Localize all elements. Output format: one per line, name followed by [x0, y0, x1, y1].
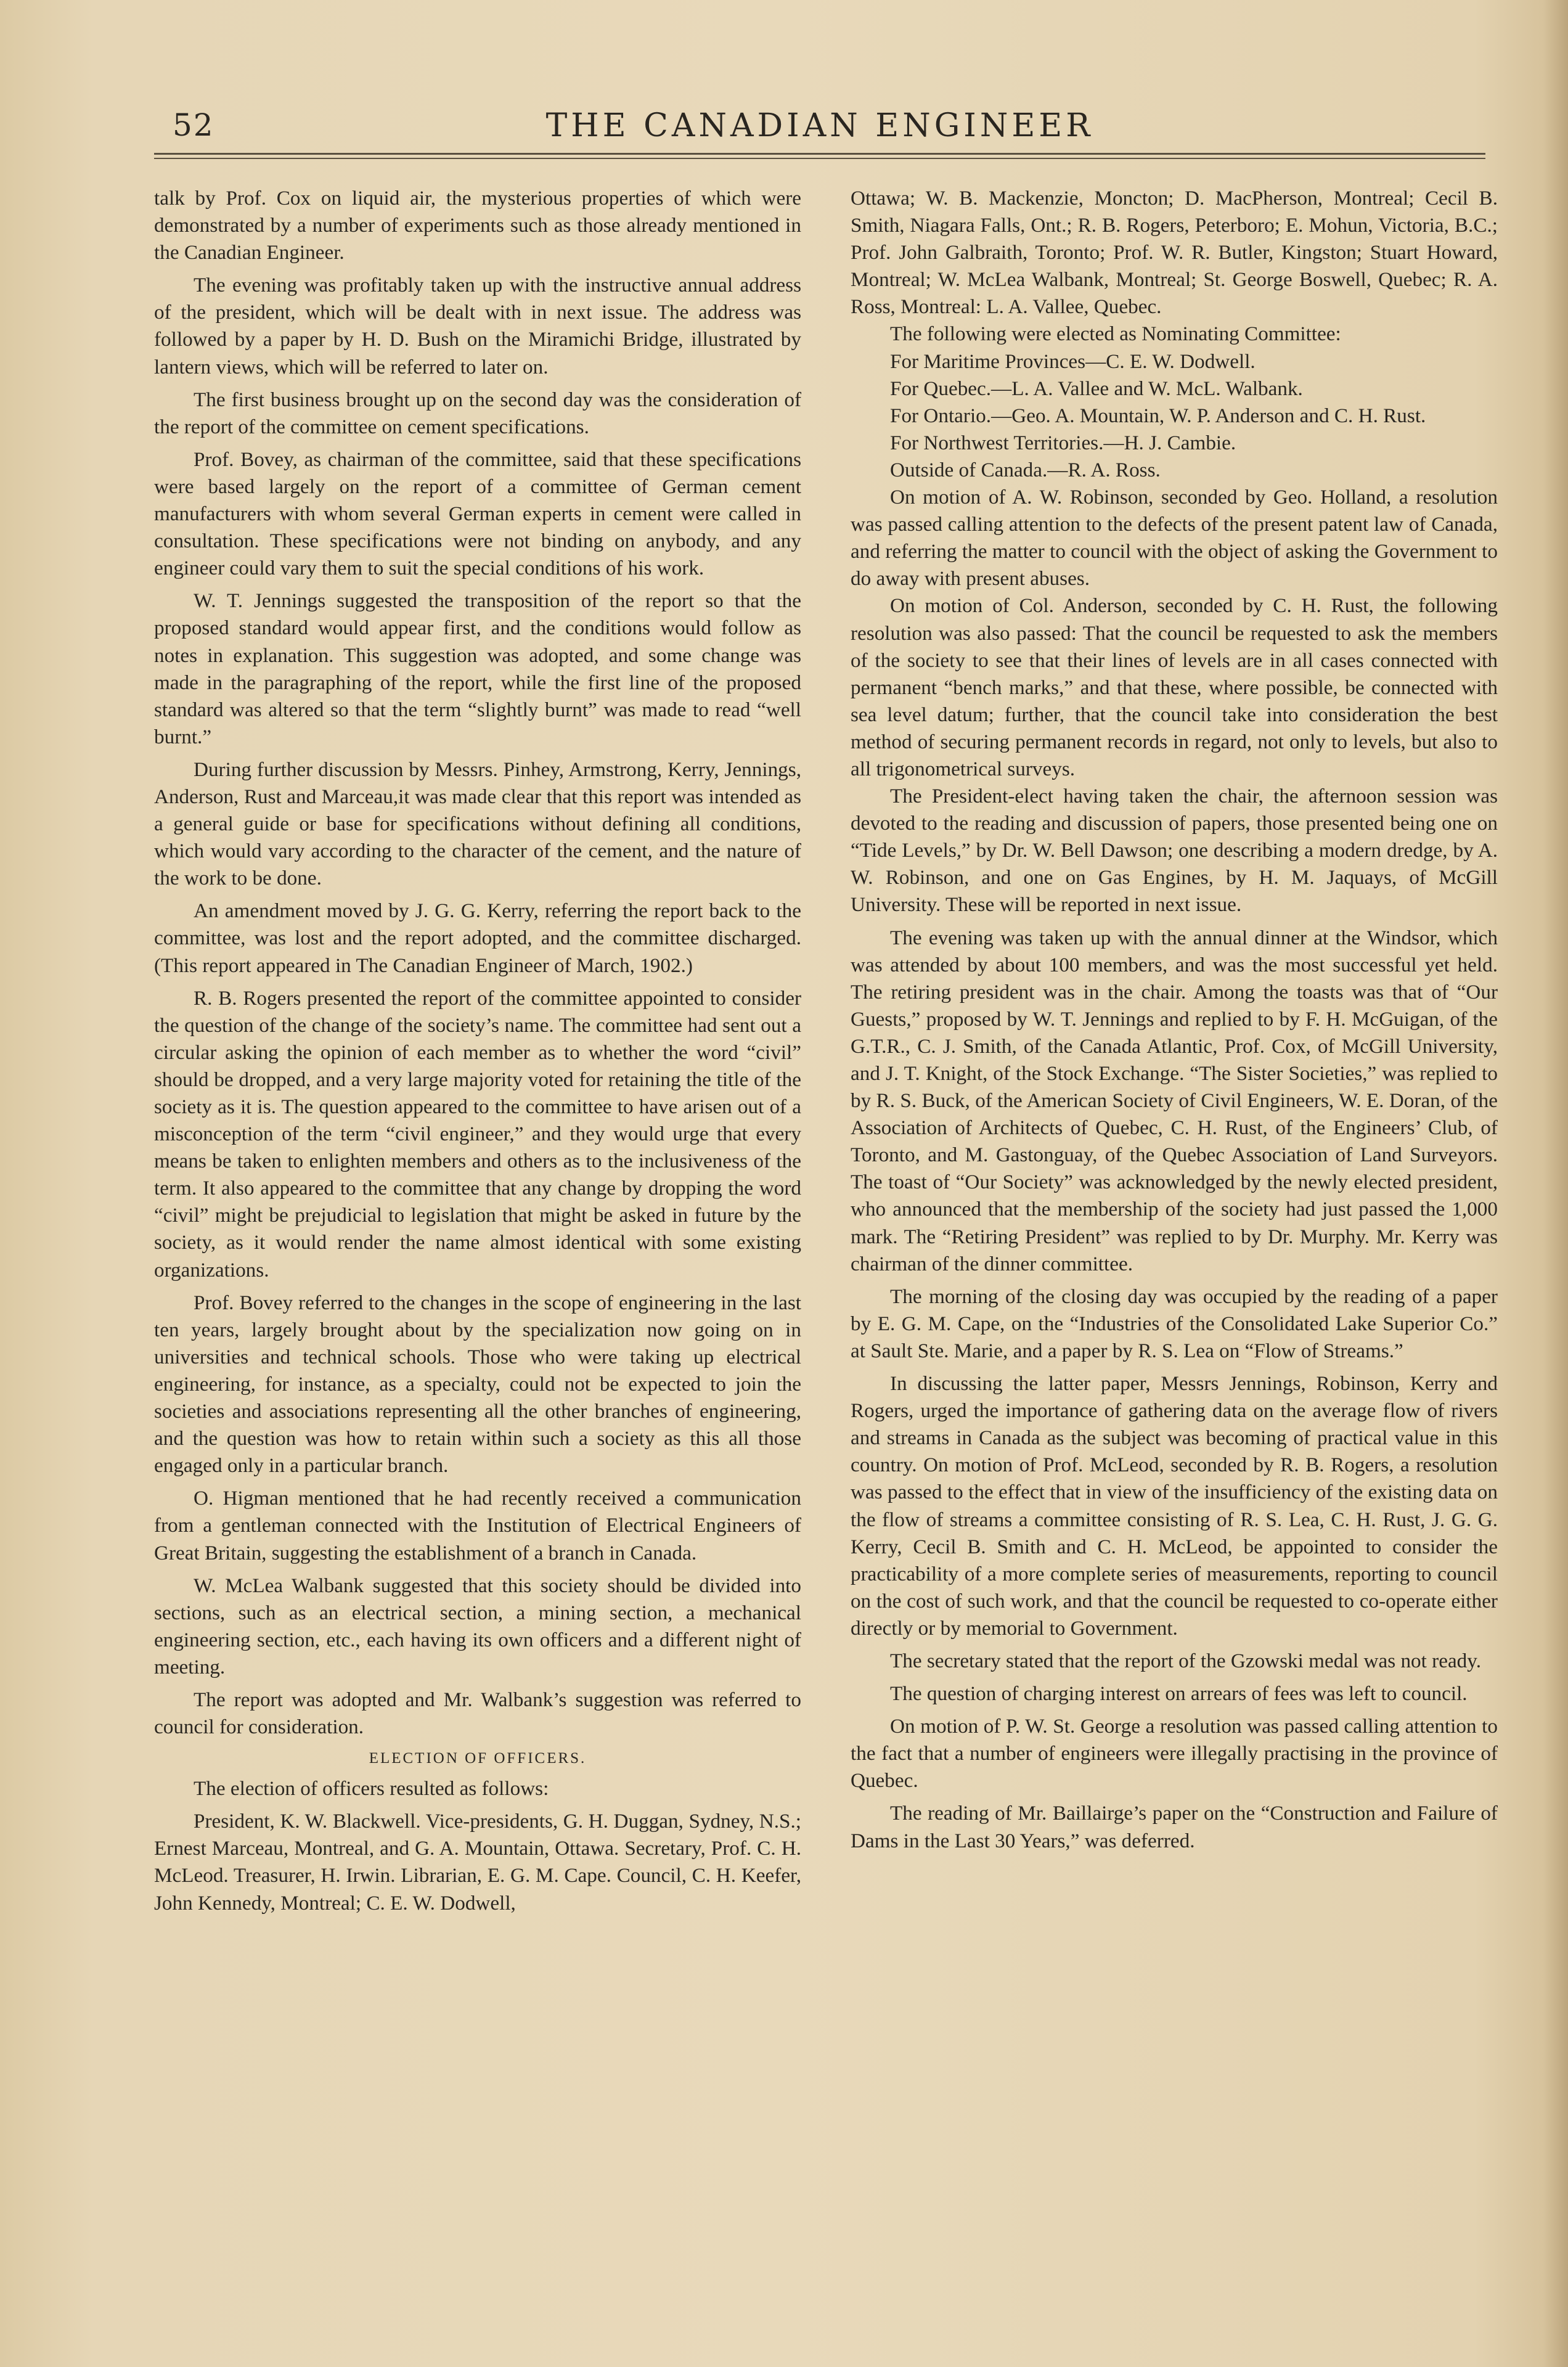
committee-entry: For Maritime Provinces—C. E. W. Dodwell. — [890, 350, 1256, 373]
paragraph: The following were elected as Nominating Committee: — [890, 322, 1341, 346]
section-heading: ELECTION OF OFFICERS. — [369, 1750, 587, 1767]
paragraph: The question of charging interest on arrears of fees was left to council. — [890, 1682, 1468, 1706]
paragraph: The reading of Mr. Baillairge’s paper on the “Construction and Failure of Dams in the Last 30 Years,” was deferred. — [851, 1802, 1498, 1852]
paragraph: The evening was profitably taken up with the instructive annual address of the president, which will be dealt with in next issue. The address was followed by a paper by H. D. Bush on the Miramichi Bridge, illustrated by lantern views, which will be referred to later on. — [154, 274, 801, 378]
paragraph: W. McLea Walbank suggested that this society should be divided into sections, such as an electrical section, a mining section, a mechanical engineering section, etc., each having its own officers and a different night of meeting. — [154, 1574, 801, 1678]
paragraph: President, K. W. Blackwell. Vice-presidents, G. H. Duggan, Sydney, N.S.; Ernest Marceau, Montreal, and G. A. Mountain, Ottawa. Secretary, Prof. C. H. McLeod. Treasurer, H. Irwin. Librarian, E. G. M. Cape. Council, C. H. Keefer, John Kennedy, Montreal; C. E. W. Dodwell, — [154, 1810, 801, 1915]
left-column — [154, 185, 801, 2293]
paragraph: The secretary stated that the report of the Gzowski medal was not ready. — [890, 1649, 1482, 1672]
header-rule — [154, 153, 1485, 155]
committee-entry: For Quebec.—L. A. Vallee and W. McL. Walbank. — [890, 377, 1303, 400]
paragraph: Prof. Bovey, as chairman of the committee, said that these specifications were based largely on the report of a committee of German cement manufacturers with whom several German experts in cement were called in consultation. These specifications were not binding on anybody, and any engineer could vary them to suit the special conditions of his work. — [154, 448, 801, 580]
paragraph: The report was adopted and Mr. Walbank’s suggestion was referred to council for consideration. — [154, 1688, 801, 1739]
page-edge-shadow — [1543, 0, 1568, 2367]
header-rule-secondary — [154, 158, 1485, 159]
committee-entry: For Northwest Territories.—H. J. Cambie. — [890, 431, 1236, 454]
page-header — [154, 104, 1485, 153]
paragraph: On motion of A. W. Robinson, seconded by Geo. Holland, a resolution was passed calling attention to the defects of the present patent law of Canada, and referring the matter to council with the object of asking the Government to do away with present abuses. — [851, 486, 1498, 591]
paragraph: The first business brought up on the second day was the consideration of the report of the committee on cement specifications. — [154, 388, 801, 438]
paragraph: In discussing the latter paper, Messrs Jennings, Robinson, Kerry and Rogers, urged the importance of gathering data on the average flow of rivers and streams in Canada as the subject was becoming of practical value in this country. On motion of Prof. McLeod, seconded by R. B. Rogers, a resolution was passed to the effect that in view of the insufficiency of the existing data on the flow of streams a committee consisting of R. S. Lea, C. H. Rust, J. G. G. Kerry, Cecil B. Smith and C. H. McLeod, be appointed to consider the practicability of a more complete series of measurements, reporting to council on the cost of such work, and that the council be requested to co-operate either directly or by memorial to Government. — [851, 1372, 1498, 1640]
paragraph: Prof. Bovey referred to the changes in the scope of engineering in the last ten years, largely brought about by the specialization now going on in universities and technical schools. Those who were taking up electrical engineering, for instance, as a specialty, could not be expected to join the societies and associations representing all the other branches of engineering, and the question was how to retain within such a society as this all those engaged only in a particular branch. — [154, 1291, 801, 1478]
paragraph: W. T. Jennings suggested the transposition of the report so that the proposed standard would appear first, and the conditions would follow as notes in explanation. This suggestion was adopted, and some change was made in the paragraphing of the report, while the first line of the proposed standard was altered so that the term “slightly burnt” was made to read “well burnt.” — [154, 589, 801, 748]
paragraph: On motion of Col. Anderson, seconded by C. H. Rust, the following resolution was also passed: That the council be requested to ask the members of the society to see that their lines of levels are in all cases connected with permanent “bench marks,” and that these, where possible, be connected with sea level datum; further, that the council take into consideration the best method of securing permanent records in regard, not only to levels, but also to all trigonometrical surveys. — [851, 594, 1498, 780]
paragraph: An amendment moved by J. G. G. Kerry, referring the report back to the committee, was lost and the report adopted, and the committee discharged. (This report appeared in The Canadian Engineer of March, 1902.) — [154, 899, 801, 977]
paragraph: The President-elect having taken the chair, the afternoon session was devoted to the reading and discussion of papers, those presented being one on “Tide Levels,” by Dr. W. Bell Dawson; one describing a modern dredge, by A. W. Robinson, and one on Gas Engines, by H. M. Jaquays, of McGill University. These will be reported in next issue. — [851, 785, 1498, 917]
paragraph: The evening was taken up with the annual dinner at the Windsor, which was attended by about 100 members, and was the most successful yet held. The retiring president was in the chair. Among the toasts was that of “Our Guests,” proposed by W. T. Jennings and replied to by F. H. McGuigan, of the G.T.R., C. J. Smith, of the Canada Atlantic, Prof. Cox, of McGill University, and J. T. Knight, of the Stock Exchange. “The Sister Societies,” was replied to by R. S. Buck, of the American Society of Civil Engineers, W. E. Doran, of the Association of Architects of Quebec, C. H. Rust, of the Engineers’ Club, of Toronto, and M. Gastonguay, of the Quebec Association of Land Surveyors. The toast of “Our Society” was acknowledged by the newly elected president, who announced that the membership of the society had just passed the 1,000 mark. The “Retiring President” was replied to by Dr. Murphy. Mr. Kerry was chairman of the dinner committee. — [851, 926, 1498, 1275]
paragraph: O. Higman mentioned that he had recently received a communication from a gentleman connected with the Institution of Electrical Engineers of Great Britain, suggesting the establishment of a branch in Canada. — [154, 1487, 801, 1564]
committee-entry: Outside of Canada.—R. A. Ross. — [890, 458, 1161, 481]
paragraph: The morning of the closing day was occupied by the reading of a paper by E. G. M. Cape, on the “Industries of the Consolidated Lake Superior Co.” at Sault Ste. Marie, and a paper by R. S. Lea on “Flow of Streams.” — [851, 1285, 1498, 1362]
paragraph: R. B. Rogers presented the report of the committee appointed to consider the question of the change of the society’s name. The committee had sent out a circular asking the opinion of each member as to whether the word “civil” should be dropped, and a very large majority voted for retaining the title of the society as it is. The question appeared to the committee to have arisen out of a misconception of the term “civil engineer,” and they would urge that every means be taken to enlighten members and others as to the inclusiveness of the term. It also appeared to the committee that any change by dropping the word “civil” might be prejudicial to legislation that might be asked in future by the society, as it would render the name almost identical with some existing organizations. — [154, 986, 801, 1282]
page-number: 52 — [173, 107, 214, 143]
paragraph: During further discussion by Messrs. Pinhey, Armstrong, Kerry, Jennings, Anderson, Rust and Marceau,it was made clear that this report was intended as a general guide or base for specifications without defining all conditions, which would vary according to the character of the cement, and the nature of the work to be done. — [154, 758, 801, 890]
paragraph: The election of officers resulted as follows: — [194, 1777, 549, 1801]
right-column — [851, 185, 1498, 2293]
committee-entry: For Ontario.—Geo. A. Mountain, W. P. Anderson and C. H. Rust. — [890, 404, 1426, 427]
paragraph: Ottawa; W. B. Mackenzie, Moncton; D. MacPherson, Montreal; Cecil B. Smith, Niagara Falls, Ont.; R. B. Rogers, Peterboro; E. Mohun, Victoria, B.C.; Prof. John Galbraith, Toronto; Prof. W. R. Butler, Kingston; Stuart Howard, Montreal; W. McLea Walbank, Montreal; St. George Boswell, Quebec; R. A. Ross, Montreal: L. A. Vallee, Quebec. — [851, 187, 1498, 319]
paragraph: talk by Prof. Cox on liquid air, the mysterious properties of which were demonstrated by a number of experiments such as those already mentioned in the Canadian Engineer. — [154, 187, 801, 264]
journal-title: THE CANADIAN ENGINEER — [545, 107, 1094, 144]
paragraph: On motion of P. W. St. George a resolution was passed calling attention to the fact that a number of engineers were illegally practising in the province of Quebec. — [851, 1715, 1498, 1793]
